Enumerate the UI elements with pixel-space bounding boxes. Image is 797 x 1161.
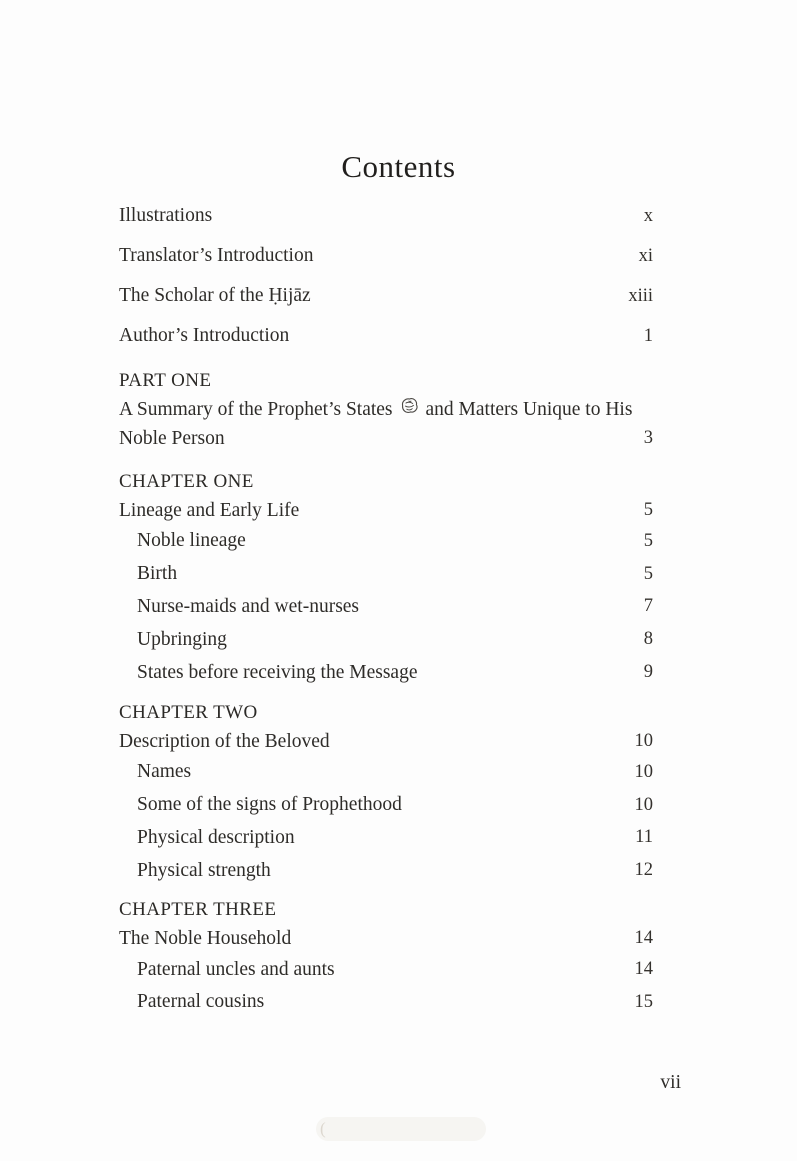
toc-subentry-page: 14 — [634, 959, 653, 980]
toc-subentry — [119, 789, 653, 822]
chapter-heading: CHAPTER THREE — [119, 899, 277, 921]
toc-subentry-label: Upbringing — [137, 628, 227, 650]
chapter-page: 10 — [634, 730, 653, 751]
toc-subentry-page: 10 — [634, 761, 653, 782]
toc-subentry-label: Names — [137, 761, 192, 783]
toc-entry — [119, 276, 653, 316]
part-title-line-1 — [119, 395, 653, 424]
toc-entry-label: Author’s Introduction — [119, 325, 290, 346]
chapter-title: Description of the Beloved — [119, 730, 330, 752]
toc-subentry-page: 9 — [643, 662, 653, 683]
toc-subentry-label: Birth — [137, 563, 178, 585]
watermark-artifact-text: ( — [320, 1119, 326, 1138]
watermark-artifact — [316, 1117, 486, 1141]
chapter-heading: CHAPTER ONE — [119, 471, 254, 492]
part-title-line-2 — [119, 424, 653, 453]
toc-subentry-page: 11 — [635, 827, 653, 848]
toc-subentry-page: 12 — [634, 860, 653, 881]
toc-subentry-page: 8 — [643, 629, 653, 650]
toc-entry — [119, 316, 653, 356]
toc-subentry-page: 15 — [634, 991, 653, 1012]
toc-subentry-label: Some of the signs of Prophethood — [137, 794, 402, 816]
toc-entry — [119, 236, 653, 276]
chapter-title-row — [119, 496, 653, 525]
page-title: Contents — [341, 149, 456, 184]
toc-subentry-page: 10 — [634, 794, 653, 815]
part-page: 3 — [643, 428, 653, 448]
toc-subentry-page: 7 — [643, 596, 653, 617]
chapter-page: 14 — [634, 928, 653, 949]
toc-subentry — [119, 525, 653, 558]
chapter-title-row — [119, 924, 653, 953]
chapter-title-row — [119, 727, 653, 756]
part-one-block — [119, 366, 653, 453]
toc-entry — [119, 196, 653, 236]
toc-subentry-label: Noble lineage — [137, 530, 246, 552]
toc-subentry-label: States before receiving the Message — [137, 661, 418, 683]
toc-subentry-page: 5 — [643, 530, 653, 551]
chapter-title: The Noble Household — [119, 928, 292, 950]
toc-subentry-label: Nurse-maids and wet-nurses — [137, 595, 360, 617]
toc-entry-page: xi — [638, 245, 653, 266]
chapter-heading: CHAPTER TWO — [119, 701, 258, 723]
toc-subentry — [119, 656, 653, 689]
toc-entry-label: Illustrations — [119, 205, 213, 226]
part-title-text-before: A Summary of the Prophet’s States — [119, 399, 393, 420]
toc-entry-page: x — [643, 205, 653, 226]
folio-page-number: vii — [660, 1072, 681, 1093]
toc-entry-label: Translator’s Introduction — [119, 245, 314, 266]
pbuh-honorific-icon — [399, 395, 420, 424]
toc-entry-page: xiii — [628, 285, 653, 306]
toc-subentry — [119, 854, 653, 887]
toc-subentry — [119, 822, 653, 855]
toc-subentry — [119, 756, 653, 789]
toc-subentry-label: Physical description — [137, 826, 295, 848]
toc-subentry-label: Paternal cousins — [137, 991, 265, 1013]
toc-subentry-page: 5 — [643, 563, 653, 584]
toc-subentry-label: Paternal uncles and aunts — [137, 958, 335, 980]
chapter-three-block — [119, 895, 653, 1019]
chapter-page: 5 — [643, 500, 653, 520]
chapter-two-block — [119, 698, 653, 887]
toc-entry-label: The Scholar of the Ḥijāz — [119, 285, 311, 306]
part-title-text-after: and Matters Unique to His — [425, 399, 633, 420]
toc-subentry — [119, 558, 653, 591]
toc-subentry — [119, 591, 653, 624]
table-of-contents — [119, 196, 653, 1019]
toc-subentry-label: Physical strength — [137, 859, 271, 881]
toc-entry-page: 1 — [643, 325, 653, 346]
chapter-title: Lineage and Early Life — [119, 500, 300, 521]
toc-subentry — [119, 953, 653, 986]
part-heading: PART ONE — [119, 370, 212, 391]
chapter-one-block — [119, 467, 653, 689]
toc-subentry — [119, 986, 653, 1019]
part-title-text: Noble Person — [119, 428, 225, 449]
toc-subentry — [119, 623, 653, 656]
